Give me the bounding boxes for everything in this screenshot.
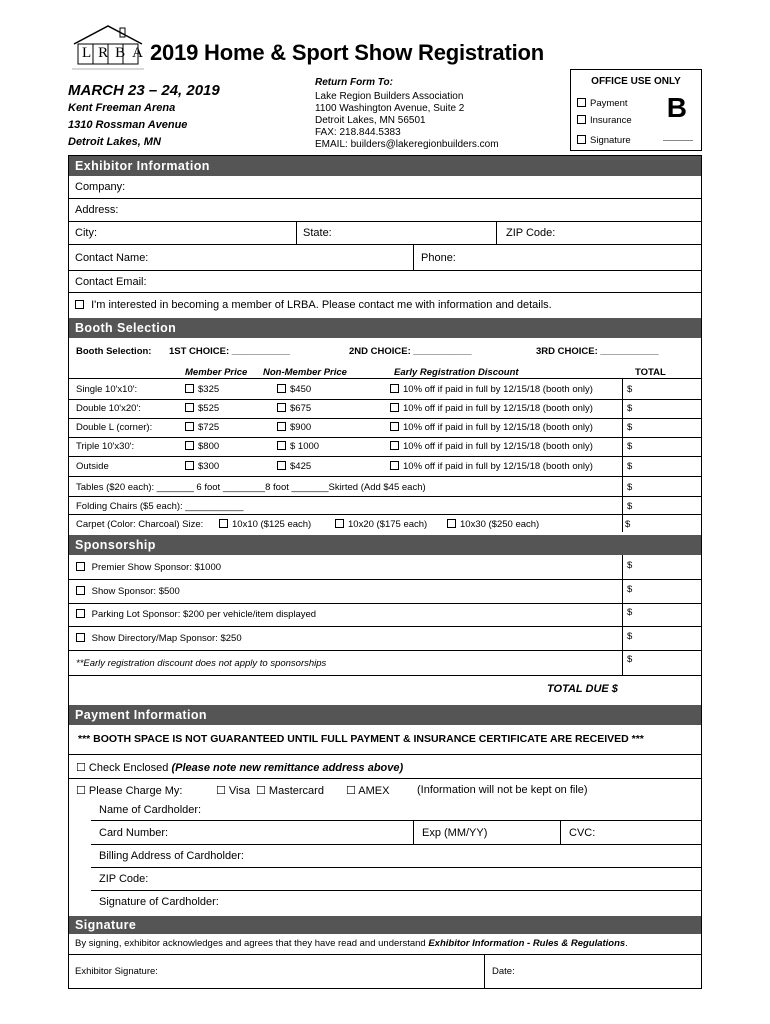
divider	[413, 820, 414, 844]
office-signature-line	[663, 140, 693, 141]
member-price-option[interactable]: $300	[185, 461, 219, 472]
total-column-divider	[622, 378, 623, 532]
nonmember-price-option[interactable]: $ 1000	[277, 441, 319, 452]
col-total: TOTAL	[635, 367, 666, 378]
carpet-10x20[interactable]: 10x20 ($175 each)	[335, 519, 427, 530]
rule	[69, 754, 701, 755]
venue-line-3: Detroit Lakes, MN	[68, 136, 161, 148]
membership-row[interactable]	[69, 293, 701, 317]
address-field[interactable]: Address:	[69, 199, 701, 222]
tables-line[interactable]: Tables ($20 each): _______ 6 foot ________8 foot _______Skirted (Add $45 each)	[76, 482, 426, 493]
booth-type-label: Outside	[76, 461, 109, 472]
contact-name-field[interactable]: Contact Name:	[75, 251, 149, 264]
sponsor-option[interactable]: Show Sponsor: $500	[76, 586, 180, 597]
nonmember-price-option[interactable]: $900	[277, 422, 311, 433]
return-line-5: EMAIL: builders@lakeregionbuilders.com	[315, 139, 499, 150]
checkbox-icon	[390, 384, 399, 393]
tables-total[interactable]: $	[627, 482, 633, 493]
visa-option[interactable]: ☐ Visa	[216, 785, 251, 797]
checkbox-icon	[185, 441, 194, 450]
signature-statement: By signing, exhibitor acknowledges and agrees that they have read and understand Exhibitor Information - Rules & Regulations.	[75, 938, 628, 949]
checkbox-icon	[447, 519, 456, 528]
rule	[69, 418, 701, 419]
rule	[69, 954, 701, 955]
early-discount-option[interactable]: 10% off if paid in full by 12/15/18 (booth only)	[390, 403, 593, 414]
checkbox-icon	[390, 461, 399, 470]
cardholder-signature-field[interactable]: Signature of Cardholder:	[99, 896, 219, 908]
carpet-10x10[interactable]: 10x10 ($125 each)	[219, 519, 311, 530]
chairs-line[interactable]: Folding Chairs ($5 each): ___________	[76, 501, 244, 512]
col-nonmember-price: Non-Member Price	[263, 367, 347, 378]
booth-row-total[interactable]: $	[627, 422, 633, 433]
company-field[interactable]: Company:	[69, 176, 701, 199]
checkbox-icon	[219, 519, 228, 528]
sponsor-option[interactable]: Parking Lot Sponsor: $200 per vehicle/item displayed	[76, 609, 316, 620]
carpet-10x30[interactable]: 10x30 ($250 each)	[447, 519, 539, 530]
city-field[interactable]: City:	[75, 227, 97, 239]
checkbox-icon	[185, 403, 194, 412]
col-member-price: Member Price	[185, 367, 248, 378]
checkbox-icon	[277, 403, 286, 412]
booth-selection-label: Booth Selection:	[76, 346, 152, 357]
sponsor-option[interactable]: Premier Show Sponsor: $1000	[76, 562, 221, 573]
carpet-total[interactable]: $	[625, 519, 631, 530]
logo-letters: LRBA	[82, 45, 151, 61]
payment-section-header: Payment Information	[69, 705, 701, 725]
checkbox-icon	[76, 633, 85, 642]
checkbox-icon	[76, 586, 85, 595]
phone-field[interactable]: Phone:	[421, 251, 456, 264]
return-line-1: Lake Region Builders Association	[315, 91, 464, 102]
remittance-note: (Please note new remittance address above)	[171, 762, 404, 774]
amex-option[interactable]: ☐ AMEX	[346, 785, 390, 797]
member-price-option[interactable]: $800	[185, 441, 219, 452]
event-dates: MARCH 23 – 24, 2019	[68, 82, 220, 99]
rule	[69, 514, 701, 515]
rule	[69, 603, 701, 604]
return-label: Return Form To:	[315, 77, 393, 88]
note-total[interactable]: $	[627, 654, 633, 665]
sponsor-total[interactable]: $	[627, 631, 633, 642]
early-discount-option[interactable]: 10% off if paid in full by 12/15/18 (booth only)	[390, 441, 593, 452]
rule	[91, 844, 701, 845]
booth-header-rule	[69, 378, 701, 379]
booth-type-label: Triple 10'x30':	[76, 441, 135, 452]
checkbox-icon	[185, 422, 194, 431]
rule	[69, 476, 701, 477]
rule	[69, 579, 701, 580]
sponsor-option[interactable]: Show Directory/Map Sponsor: $250	[76, 633, 242, 644]
billing-zip-field[interactable]: ZIP Code:	[99, 873, 149, 885]
return-line-4: FAX: 218.844.5383	[315, 127, 401, 138]
nonmember-price-option[interactable]: $675	[277, 403, 311, 414]
office-use-box	[570, 69, 702, 151]
office-payment[interactable]: Payment	[577, 98, 628, 109]
booth-row-total[interactable]: $	[627, 461, 633, 472]
checkbox-icon[interactable]	[75, 300, 84, 309]
signature-date-field[interactable]: Date:	[492, 966, 515, 977]
checkbox-icon	[390, 422, 399, 431]
rule	[91, 820, 701, 821]
zip-field[interactable]: ZIP Code:	[506, 227, 556, 239]
booth-guarantee-notice: *** BOOTH SPACE IS NOT GUARANTEED UNTIL FULL PAYMENT & INSURANCE CERTIFICATE ARE RECEIVED ***	[78, 733, 644, 745]
booth-type-label: Single 10'x10':	[76, 384, 138, 395]
office-use-heading: OFFICE USE ONLY	[591, 76, 681, 87]
not-kept-note: (Information will not be kept on file)	[417, 784, 588, 796]
divider	[496, 222, 497, 245]
rule	[69, 496, 701, 497]
total-due[interactable]: TOTAL DUE $	[547, 683, 618, 695]
checkbox-icon	[277, 461, 286, 470]
checkbox-icon	[185, 461, 194, 470]
rule	[69, 456, 701, 457]
checkbox-icon	[577, 135, 586, 144]
cvc-field[interactable]: CVC:	[569, 827, 596, 839]
checkbox-icon	[577, 115, 586, 124]
booth-section-header: Booth Selection	[69, 318, 701, 338]
contact-row	[69, 245, 701, 271]
charge-option[interactable]: ☐ Please Charge My:	[76, 785, 183, 797]
check-enclosed-option[interactable]: ☐ Check Enclosed (Please note new remittance address above)	[76, 762, 404, 774]
office-signature[interactable]: Signature	[577, 135, 631, 146]
chairs-total[interactable]: $	[627, 501, 633, 512]
divider	[296, 222, 297, 245]
member-price-option[interactable]: $725	[185, 422, 219, 433]
mastercard-option[interactable]: ☐ Mastercard	[256, 785, 324, 797]
booth-row-total[interactable]: $	[627, 441, 633, 452]
checkbox-icon	[277, 441, 286, 450]
sponsor-total[interactable]: $	[627, 560, 633, 571]
registration-form	[68, 155, 702, 989]
booth-row-total[interactable]: $	[627, 403, 633, 414]
checkbox-icon	[76, 562, 85, 571]
card-number-field[interactable]: Card Number:	[99, 827, 169, 839]
exhibitor-signature-field[interactable]: Exhibitor Signature:	[75, 966, 158, 977]
office-grade: B	[666, 92, 687, 123]
exhibitor-section-header: Exhibitor Information	[69, 156, 701, 176]
booth-row-total[interactable]: $	[627, 384, 633, 395]
state-field[interactable]: State:	[303, 227, 332, 239]
booth-type-label: Double 10'x20':	[76, 403, 141, 414]
billing-address-field[interactable]: Billing Address of Cardholder:	[99, 850, 244, 862]
col-early-discount: Early Registration Discount	[394, 367, 519, 378]
office-insurance[interactable]: Insurance	[577, 115, 632, 126]
rule	[69, 437, 701, 438]
booth-type-label: Double L (corner):	[76, 422, 153, 433]
checkbox-icon	[277, 422, 286, 431]
divider	[560, 820, 561, 844]
second-choice-field[interactable]: 2ND CHOICE: ___________	[349, 346, 472, 357]
member-price-option[interactable]: $325	[185, 384, 219, 395]
rule	[69, 675, 701, 676]
nonmember-price-option[interactable]: $425	[277, 461, 311, 472]
checkbox-icon	[390, 441, 399, 450]
cardholder-name-field[interactable]: Name of Cardholder:	[99, 804, 202, 816]
membership-text: I'm interested in becoming a member of LRBA. Please contact me with information and details.	[91, 299, 552, 311]
exp-field[interactable]: Exp (MM/YY)	[422, 827, 488, 839]
divider	[484, 954, 485, 989]
page-title: 2019 Home & Sport Show Registration	[150, 40, 544, 65]
sponsorship-section-header: Sponsorship	[69, 535, 701, 555]
divider	[413, 245, 414, 271]
checkbox-icon	[335, 519, 344, 528]
signature-section-header: Signature	[69, 916, 701, 934]
rule	[69, 778, 701, 779]
return-line-2: 1100 Washington Avenue, Suite 2	[315, 103, 465, 114]
sponsorship-note: **Early registration discount does not apply to sponsorships	[76, 658, 327, 669]
return-line-3: Detroit Lakes, MN 56501	[315, 115, 426, 126]
checkbox-icon	[390, 403, 399, 412]
rule	[91, 867, 701, 868]
checkbox-icon	[277, 384, 286, 393]
early-discount-option[interactable]: 10% off if paid in full by 12/15/18 (booth only)	[390, 422, 593, 433]
rule	[69, 650, 701, 651]
checkbox-icon	[577, 98, 586, 107]
early-discount-option[interactable]: 10% off if paid in full by 12/15/18 (booth only)	[390, 384, 593, 395]
venue-line-2: 1310 Rossman Avenue	[68, 119, 188, 131]
sponsor-total-divider	[622, 555, 623, 675]
checkbox-icon	[185, 384, 194, 393]
nonmember-price-option[interactable]: $450	[277, 384, 311, 395]
member-price-option[interactable]: $525	[185, 403, 219, 414]
lrba-logo	[68, 22, 151, 72]
third-choice-field[interactable]: 3RD CHOICE: ___________	[536, 346, 659, 357]
venue-line-1: Kent Freeman Arena	[68, 102, 176, 114]
contact-email-field[interactable]: Contact Email:	[69, 271, 701, 293]
carpet-label: Carpet (Color: Charcoal) Size:	[76, 519, 204, 530]
first-choice-field[interactable]: 1ST CHOICE: ___________	[169, 346, 290, 357]
rule	[69, 626, 701, 627]
city-state-zip-row	[69, 222, 701, 245]
rule	[91, 890, 701, 891]
checkbox-icon	[76, 609, 85, 618]
rule	[69, 399, 701, 400]
sponsor-total[interactable]: $	[627, 607, 633, 618]
sponsor-total[interactable]: $	[627, 584, 633, 595]
early-discount-option[interactable]: 10% off if paid in full by 12/15/18 (booth only)	[390, 461, 593, 472]
